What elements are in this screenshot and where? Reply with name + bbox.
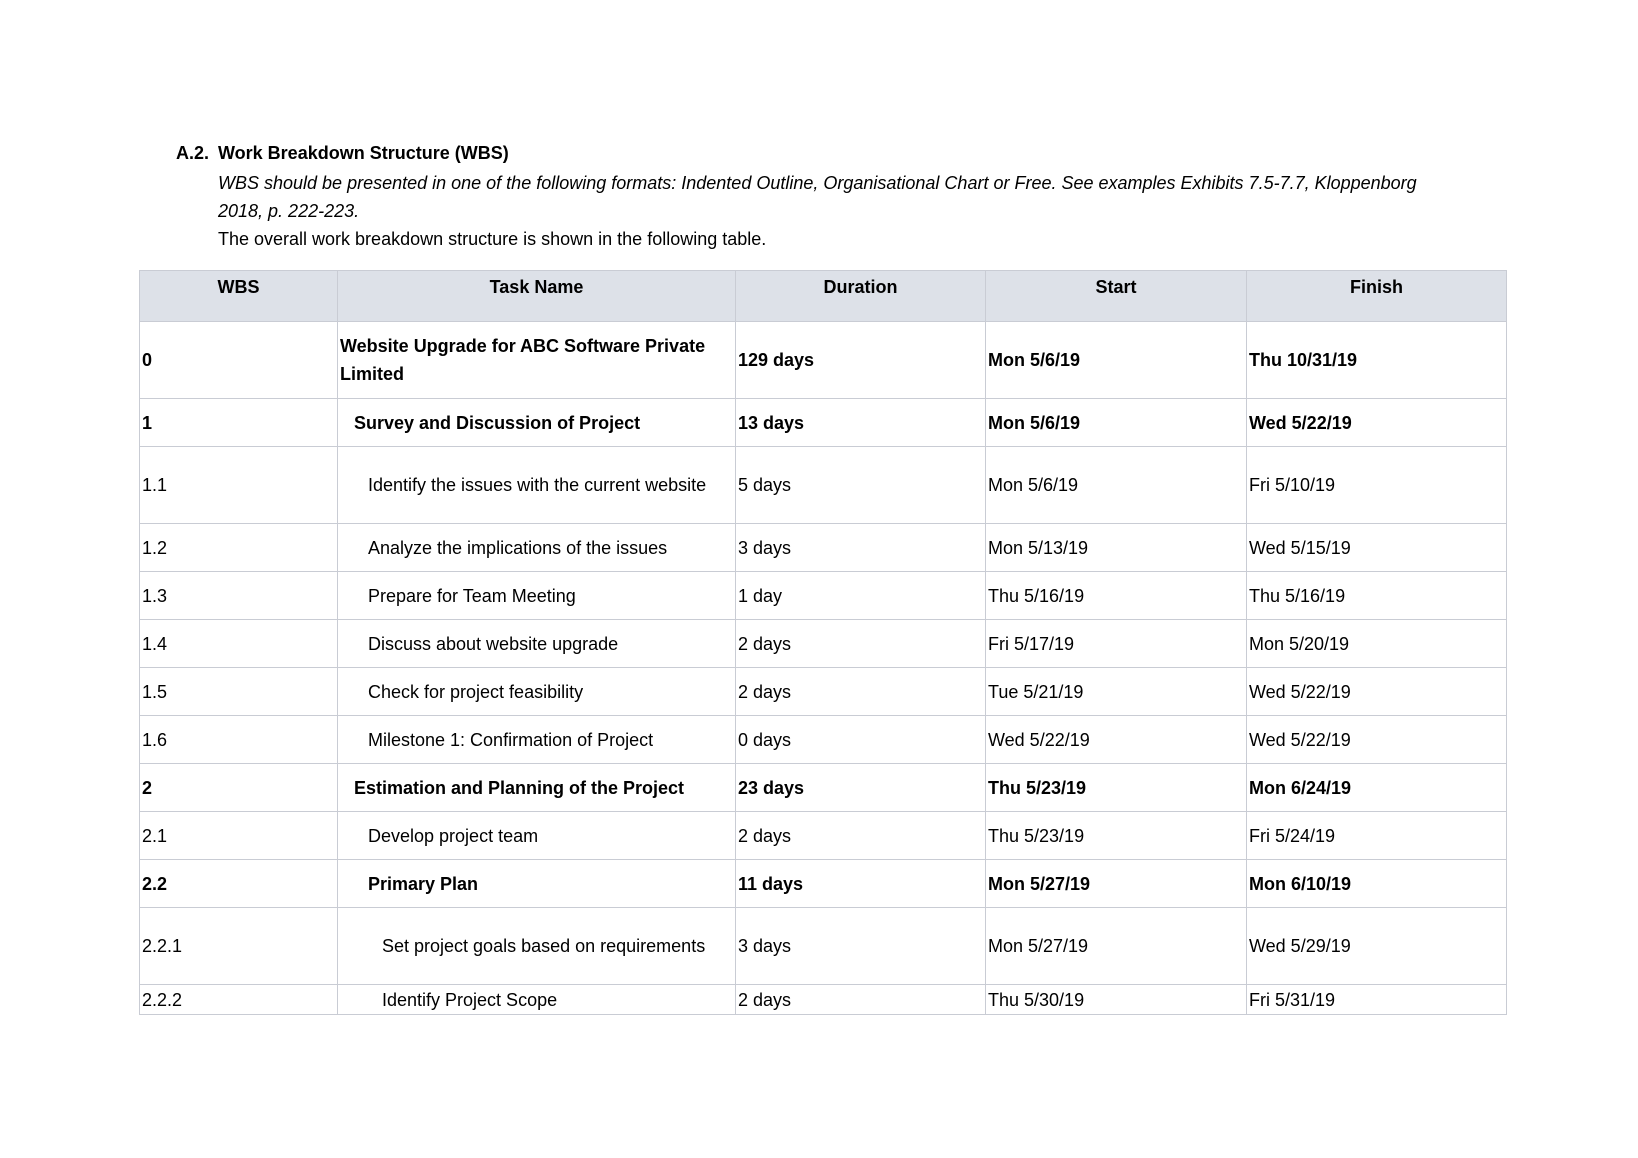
cell-finish: Wed 5/22/19 xyxy=(1247,716,1507,764)
cell-start: Tue 5/21/19 xyxy=(986,668,1247,716)
header-wbs: WBS xyxy=(140,271,338,322)
cell-start: Thu 5/23/19 xyxy=(986,764,1247,812)
task-label: Identify the issues with the current website xyxy=(368,475,707,495)
table-row xyxy=(140,572,1507,620)
cell-start: Mon 5/27/19 xyxy=(986,908,1247,985)
table-row xyxy=(140,812,1507,860)
task-label: Check for project feasibility xyxy=(368,681,584,702)
table-row xyxy=(140,985,1507,1015)
cell-finish: Wed 5/29/19 xyxy=(1247,908,1507,985)
table-row xyxy=(140,860,1507,908)
cell-task xyxy=(338,572,736,620)
cell-wbs: 0 xyxy=(140,322,338,399)
cell-finish: Wed 5/22/19 xyxy=(1247,399,1507,447)
cell-start: Thu 5/16/19 xyxy=(986,572,1247,620)
cell-wbs: 1.2 xyxy=(140,524,338,572)
cell-start: Mon 5/6/19 xyxy=(986,399,1247,447)
cell-wbs: 2.2 xyxy=(140,860,338,908)
cell-wbs: 1.3 xyxy=(140,572,338,620)
cell-task xyxy=(338,908,736,985)
cell-duration: 5 days xyxy=(736,447,986,524)
cell-duration: 2 days xyxy=(736,812,986,860)
instruction-text: WBS should be presented in one of the following formats: Indented Outline, Organisational Chart or Free. See examples Exhibits 7.5-7.7, Kloppenborg 2018, p. 222-223. xyxy=(218,173,1417,221)
table-row xyxy=(140,620,1507,668)
cell-finish: Wed 5/22/19 xyxy=(1247,668,1507,716)
cell-duration: 2 days xyxy=(736,620,986,668)
cell-start: Wed 5/22/19 xyxy=(986,716,1247,764)
cell-finish: Thu 5/16/19 xyxy=(1247,572,1507,620)
cell-wbs: 2.2.2 xyxy=(140,985,338,1015)
cell-finish: Wed 5/15/19 xyxy=(1247,524,1507,572)
cell-task xyxy=(338,322,736,399)
header-duration: Duration xyxy=(736,271,986,322)
task-label: Discuss about website upgrade xyxy=(368,633,619,654)
table-row xyxy=(140,322,1507,399)
cell-duration: 23 days xyxy=(736,764,986,812)
header-task-name: Task Name xyxy=(338,271,736,322)
header-start: Start xyxy=(986,271,1247,322)
cell-duration: 13 days xyxy=(736,399,986,447)
cell-task xyxy=(338,764,736,812)
cell-duration: 0 days xyxy=(736,716,986,764)
cell-duration: 2 days xyxy=(736,985,986,1015)
cell-finish: Fri 5/24/19 xyxy=(1247,812,1507,860)
cell-task xyxy=(338,985,736,1015)
cell-wbs: 1.5 xyxy=(140,668,338,716)
task-label: Prepare for Team Meeting xyxy=(368,585,576,606)
cell-wbs: 1.4 xyxy=(140,620,338,668)
task-label: Identify Project Scope xyxy=(382,989,558,1010)
cell-wbs: 2.1 xyxy=(140,812,338,860)
cell-task xyxy=(338,524,736,572)
wbs-table xyxy=(139,270,1507,1015)
intro-text: The overall work breakdown structure is shown in the following table. xyxy=(218,229,767,249)
cell-wbs: 1.1 xyxy=(140,447,338,524)
section-number: A.2. xyxy=(176,143,210,163)
cell-wbs: 1 xyxy=(140,399,338,447)
cell-wbs: 1.6 xyxy=(140,716,338,764)
cell-task xyxy=(338,447,736,524)
task-label: Set project goals based on requirements xyxy=(382,936,706,956)
cell-duration: 3 days xyxy=(736,908,986,985)
cell-task xyxy=(338,399,736,447)
cell-start: Mon 5/6/19 xyxy=(986,447,1247,524)
cell-finish: Fri 5/10/19 xyxy=(1247,447,1507,524)
task-label: Analyze the implications of the issues xyxy=(368,537,668,558)
cell-start: Fri 5/17/19 xyxy=(986,620,1247,668)
cell-finish: Fri 5/31/19 xyxy=(1247,985,1507,1015)
cell-duration: 129 days xyxy=(736,322,986,399)
cell-duration: 1 day xyxy=(736,572,986,620)
task-label: Primary Plan xyxy=(368,873,479,894)
section-title: Work Breakdown Structure (WBS) xyxy=(218,143,509,163)
task-label: Develop project team xyxy=(368,825,539,846)
table-row xyxy=(140,447,1507,524)
table-row xyxy=(140,716,1507,764)
cell-finish: Mon 6/24/19 xyxy=(1247,764,1507,812)
table-row xyxy=(140,764,1507,812)
task-label: Milestone 1: Confirmation of Project xyxy=(368,729,654,750)
cell-wbs: 2 xyxy=(140,764,338,812)
header-finish: Finish xyxy=(1247,271,1507,322)
cell-start: Mon 5/6/19 xyxy=(986,322,1247,399)
cell-start: Thu 5/30/19 xyxy=(986,985,1247,1015)
cell-duration: 2 days xyxy=(736,668,986,716)
cell-task xyxy=(338,860,736,908)
cell-finish: Mon 6/10/19 xyxy=(1247,860,1507,908)
cell-duration: 11 days xyxy=(736,860,986,908)
table-row xyxy=(140,908,1507,985)
cell-finish: Mon 5/20/19 xyxy=(1247,620,1507,668)
cell-task xyxy=(338,620,736,668)
task-label: Estimation and Planning of the Project xyxy=(354,777,685,798)
cell-task xyxy=(338,812,736,860)
section-heading xyxy=(176,140,509,166)
cell-start: Mon 5/13/19 xyxy=(986,524,1247,572)
cell-start: Mon 5/27/19 xyxy=(986,860,1247,908)
cell-duration: 3 days xyxy=(736,524,986,572)
cell-start: Thu 5/23/19 xyxy=(986,812,1247,860)
table-header-row xyxy=(140,271,1507,322)
task-label: Website Upgrade for ABC Software Private Limited xyxy=(340,336,706,384)
cell-finish: Thu 10/31/19 xyxy=(1247,322,1507,399)
table-row xyxy=(140,399,1507,447)
cell-task xyxy=(338,668,736,716)
cell-wbs: 2.2.1 xyxy=(140,908,338,985)
cell-task xyxy=(338,716,736,764)
table-row xyxy=(140,668,1507,716)
table-row xyxy=(140,524,1507,572)
task-label: Survey and Discussion of Project xyxy=(354,412,641,433)
